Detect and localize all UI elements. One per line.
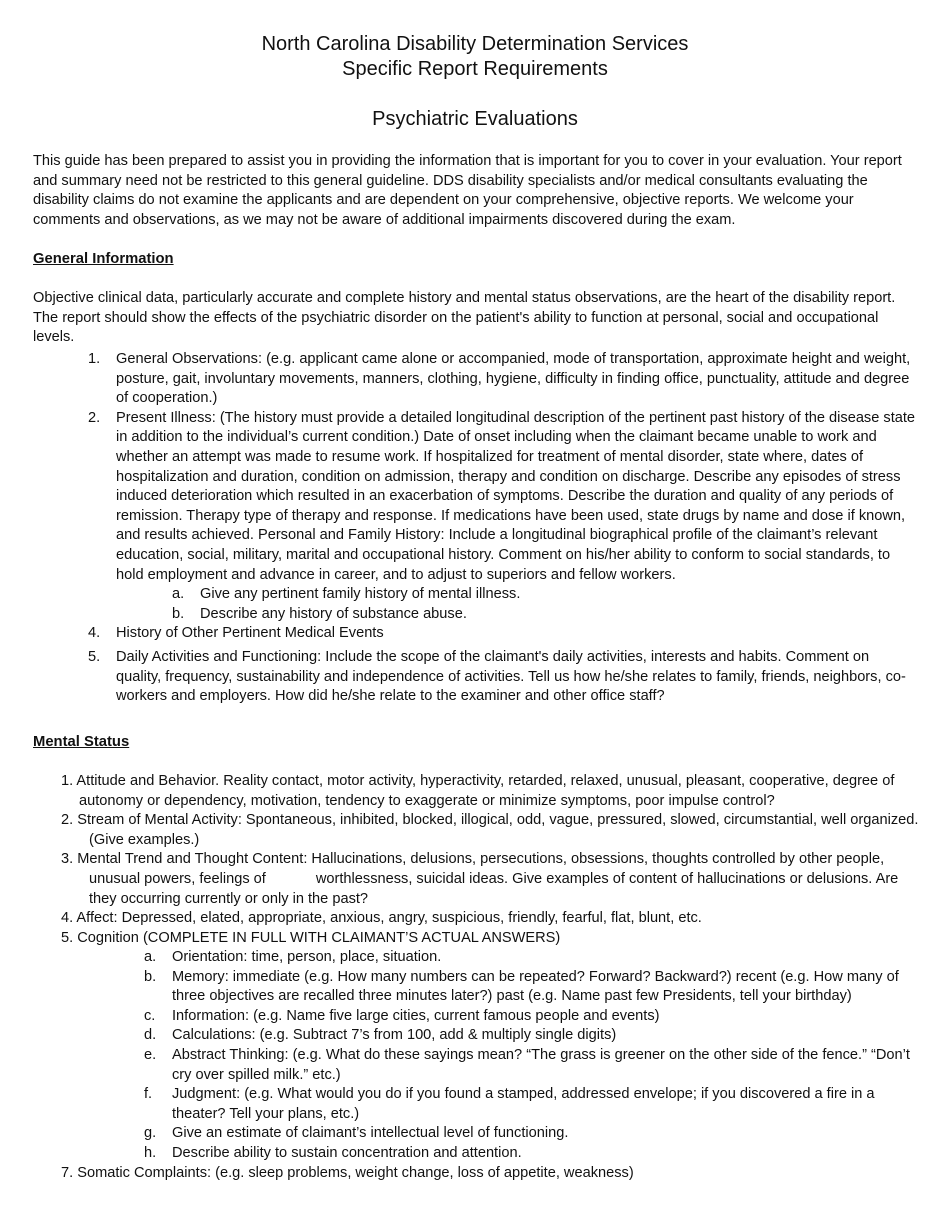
item-text: Attitude and Behavior. Reality contact, motor activity, hyperactivity, retarded, relaxed, unusual, pleasant, cooperative, degree of autonomy or dependency, motivation, tendency to exaggerate or minimize symptoms, poor impulse control? xyxy=(76,773,895,809)
sub-item-letter: g. xyxy=(144,1125,157,1142)
sub-list-item xyxy=(144,1026,919,1046)
item-text: Present Illness: (The history must provide a detailed longitudinal description of the pertinent past history of the disease state in addition to the individual’s current condition.) Date of onset including when the claimant became unable to work and whether an attempt was made to resume work. If hospitalized for treatment of mental disorder, state where, dates of hospitalization and duration, condition on admission, therapy and condition on discharge. Describe any episodes of stress induced deterioration which resulted in an exacerbation of symptoms. Describe the duration and quality of any periods of remission. Therapy type of therapy and response. If medications have been used, state drugs by name and dose if known, and results achieved. Personal and Family History: Include a longitudinal biographical profile of the claimant’s relevant education, social, military, marital and occupational history. Comment on his/her ability to conform to social standards, to hold employment and advance in career, and to adjust to superiors and fellow workers. xyxy=(116,409,916,583)
item-number: 5. xyxy=(88,648,101,665)
sub-list-item xyxy=(144,968,919,1007)
item-text: Mental Trend and Thought Content: Hallucinations, delusions, persecutions, obsessions, thoughts controlled by other people, unusual powers, feelings of xyxy=(77,851,885,887)
item-text-continued: worthlessness, suicidal ideas. Give examples of content of hallucinations or delusions. Are they occurring currently or only in the past? xyxy=(89,870,899,907)
sub-item-letter: e. xyxy=(144,1046,157,1063)
sub-item-letter: a. xyxy=(144,949,157,965)
general-list xyxy=(88,350,918,707)
list-item xyxy=(61,850,921,909)
somatic-complaints-item: 7. Somatic Complaints: (e.g. sleep problems, weight change, loss of appetite, weakness) xyxy=(61,1165,634,1181)
item-text: Cognition (COMPLETE IN FULL WITH CLAIMANT’S ACTUAL ANSWERS) xyxy=(77,929,561,946)
list-item xyxy=(88,409,918,625)
sub-list-item xyxy=(172,605,918,625)
list-item xyxy=(88,648,918,707)
sub-list-item xyxy=(144,1144,919,1164)
mental-status-list xyxy=(61,772,921,948)
item-text: Daily Activities and Functioning: Include the scope of the claimant's daily activities, interests and habits. Comment on quality, frequency, sustainability and independence of activities. Tell us how he/she relates to family, friends, neighbors, co-workers and employers. How did he/she relate to the examiner and other office staff? xyxy=(116,648,906,705)
list-item xyxy=(61,929,921,949)
item-number: 3. xyxy=(61,851,74,868)
family-history-sublist xyxy=(172,585,918,624)
list-item xyxy=(88,624,918,644)
sub-item-text: Memory: immediate (e.g. How many numbers can be repeated? Forward? Backward?) recent (e.g. How many of three objectives are recalled three minutes later?) past (e.g. Name past few Presidents, tell your birthday) xyxy=(172,968,899,1005)
sub-item-text: Information: (e.g. Name five large cities, current famous people and events) xyxy=(172,1007,660,1024)
title-line-1: North Carolina Disability Determination Services xyxy=(261,33,689,55)
item-number: 2. xyxy=(61,812,74,829)
sub-item-letter: c. xyxy=(144,1007,156,1024)
item-text: General Observations: (e.g. applicant came alone or accompanied, mode of transportation, approximate height and weight, posture, gait, involuntary movements, manners, clothing, hygiene, difficulty in finding office, punctuality, attitude and degree of cooperation.) xyxy=(116,351,911,407)
item-number: 5. xyxy=(61,929,74,946)
intro-paragraph: This guide has been prepared to assist you in providing the information that is important for you to cover in your evaluation. Your report and summary need not be restricted to this general guideline. DDS disability specialists and/or medical consultants evaluating the disability claims do not examine the applicants and are dependent on your comprehensive, objective reports. We welcome your comments and observations, as we may not be aware of additional impairments discovered during the exam. xyxy=(33,153,902,228)
sub-item-letter: a. xyxy=(172,586,185,603)
list-item xyxy=(61,772,921,811)
sub-item-letter: h. xyxy=(144,1144,157,1161)
sub-list-item xyxy=(172,585,918,605)
document-subtitle: Psychiatric Evaluations xyxy=(372,108,578,130)
sub-list-item xyxy=(144,1046,919,1085)
sub-item-text: Give an estimate of claimant’s intellectual level of functioning. xyxy=(172,1125,569,1142)
item-text: History of Other Pertinent Medical Events xyxy=(116,625,384,642)
cognition-sublist xyxy=(144,948,919,1164)
sub-list-item xyxy=(144,1124,919,1144)
sub-item-letter: d. xyxy=(144,1027,157,1044)
sub-list-item xyxy=(144,1085,919,1124)
sub-item-text: Describe any history of substance abuse. xyxy=(200,605,467,622)
item-number: 1. xyxy=(61,773,74,789)
item-number: 2. xyxy=(88,409,101,426)
sub-item-text: Give any pertinent family history of mental illness. xyxy=(200,586,521,603)
sub-item-text: Abstract Thinking: (e.g. What do these sayings mean? “The grass is greener on the other side of the fence.” “Don’t cry over spilled milk.” etc.) xyxy=(172,1046,910,1083)
sub-item-letter: f. xyxy=(144,1086,153,1103)
sub-item-text: Orientation: time, person, place, situation. xyxy=(172,949,442,965)
sub-item-text: Judgment: (e.g. What would you do if you found a stamped, addressed envelope; if you discovered a fire in a theater? Tell your plans, etc.) xyxy=(172,1086,875,1122)
list-item xyxy=(61,811,921,850)
mental-status-heading: Mental Status xyxy=(33,734,130,750)
general-paragraph: Objective clinical data, particularly accurate and complete history and mental status observations, are the heart of the disability report. The report should show the effects of the psychiatric disorder on the patient's ability to function at personal, social and occupational levels. xyxy=(33,290,896,346)
item-text: Affect: Depressed, elated, appropriate, anxious, angry, suspicious, friendly, fearful, flat, blunt, etc. xyxy=(76,910,702,927)
title-line-2: Specific Report Requirements xyxy=(342,58,608,80)
sub-list-item xyxy=(144,1007,919,1027)
sub-item-text: Describe ability to sustain concentration and attention. xyxy=(172,1144,522,1161)
item-number: 4. xyxy=(61,910,74,927)
sub-item-letter: b. xyxy=(144,968,157,985)
item-text: Stream of Mental Activity: Spontaneous, inhibited, blocked, illogical, odd, vague, pressured, slowed, circumstantial, well organized. (Give examples.) xyxy=(77,812,919,848)
sub-item-text: Calculations: (e.g. Subtract 7’s from 100, add & multiply single digits) xyxy=(172,1027,617,1044)
list-item xyxy=(61,909,921,929)
list-item xyxy=(88,350,918,409)
item-number: 4. xyxy=(88,625,101,642)
item-number: 1. xyxy=(88,351,101,367)
general-information-heading: General Information xyxy=(33,251,174,267)
sub-item-letter: b. xyxy=(172,605,185,622)
sub-list-item xyxy=(144,948,919,968)
